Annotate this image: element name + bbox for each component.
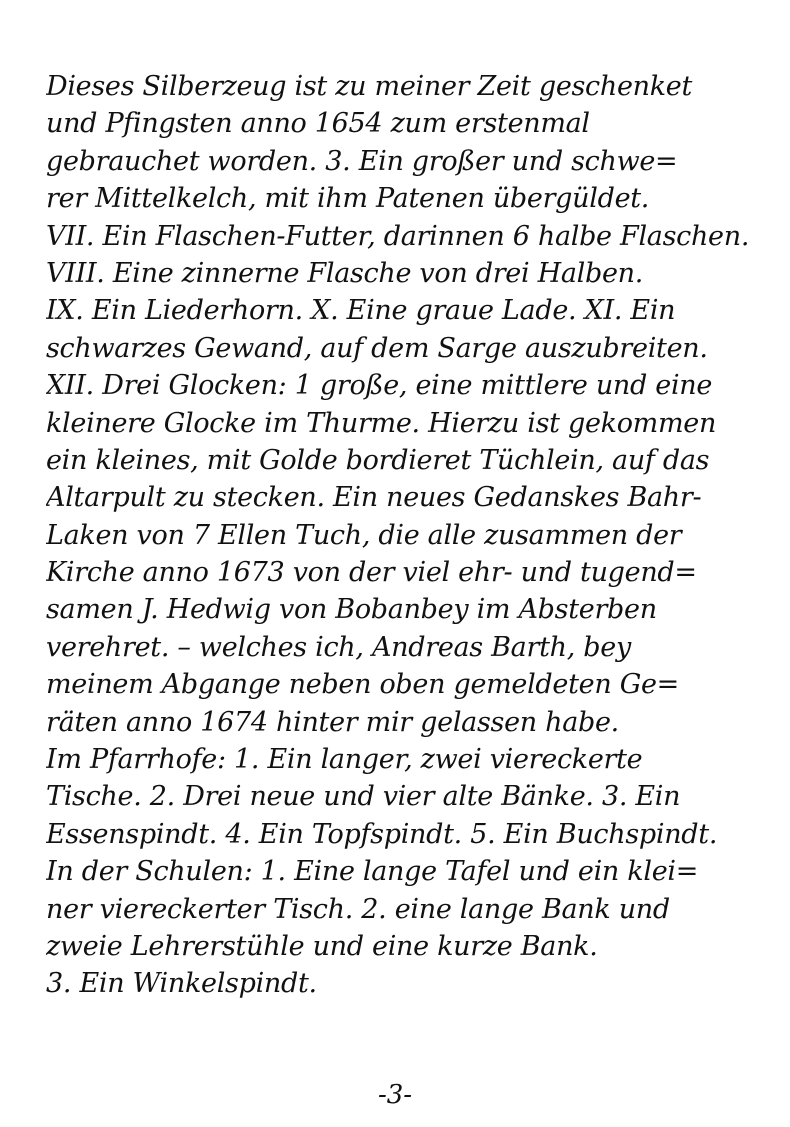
text-line: rer Mittelkelch, mit ihm Patenen übergüldet. xyxy=(46,183,650,215)
text-line: Essenspindt. 4. Ein Topfspindt. 5. Ein Buchspindt. xyxy=(46,818,718,850)
text-line: Dieses Silberzeug ist zu meiner Zeit geschenket xyxy=(46,71,693,102)
text-line: ner viereckerter Tisch. 2. eine lange Bank und xyxy=(46,893,670,925)
text-line: räten anno 1674 hinter mir gelassen habe. xyxy=(46,706,619,738)
text-line: gebrauchet worden. 3. Ein großer und schwe= xyxy=(46,145,678,177)
text-line: und Pfingsten anno 1654 zum erstenmal xyxy=(46,108,590,140)
text-line: zweie Lehrerstühle und eine kurze Bank. xyxy=(46,930,598,962)
text-line: Laken von 7 Ellen Tuch, die alle zusammen der xyxy=(46,519,682,551)
text-line: kleinere Glocke im Thurme. Hierzu ist gekommen xyxy=(46,407,717,439)
text-line: XII. Drei Glocken: 1 große, eine mittlere und eine xyxy=(46,370,713,402)
text-line: verehret. – welches ich, Andreas Barth, bey xyxy=(46,631,631,663)
text-line: samen J. Hedwig von Bobanbey im Absterben xyxy=(46,594,657,626)
text-line: schwarzes Gewand, auf dem Sarge auszubreiten. xyxy=(46,332,708,364)
text-line: 3. Ein Winkelspindt. xyxy=(46,968,317,1000)
text-line: VIII. Eine zinnerne Flasche von drei Halben. xyxy=(46,257,644,289)
handwritten-text-block xyxy=(46,68,762,1003)
text-line: Altarpult zu stecken. Ein neues Gedanskes Bahr- xyxy=(46,482,702,514)
text-line: Kirche anno 1673 von der viel ehr- und tugend= xyxy=(46,557,697,589)
text-line: VII. Ein Flaschen-Futter, darinnen 6 halbe Flaschen. xyxy=(46,220,750,252)
text-line: meinem Abgange neben oben gemeldeten Ge= xyxy=(46,669,679,701)
text-line: ein kleines, mit Golde bordieret Tüchlein, auf das xyxy=(46,444,710,476)
text-line: In der Schulen: 1. Eine lange Tafel und ein klei= xyxy=(46,856,699,888)
page-number: -3- xyxy=(377,1080,413,1110)
text-line: IX. Ein Liederhorn. X. Eine graue Lade. XI. Ein xyxy=(46,295,676,327)
text-line: Im Pfarrhofe: 1. Ein langer, zwei viereckerte xyxy=(46,744,643,776)
text-line: Tische. 2. Drei neue und vier alte Bänke. 3. Ein xyxy=(46,781,681,813)
